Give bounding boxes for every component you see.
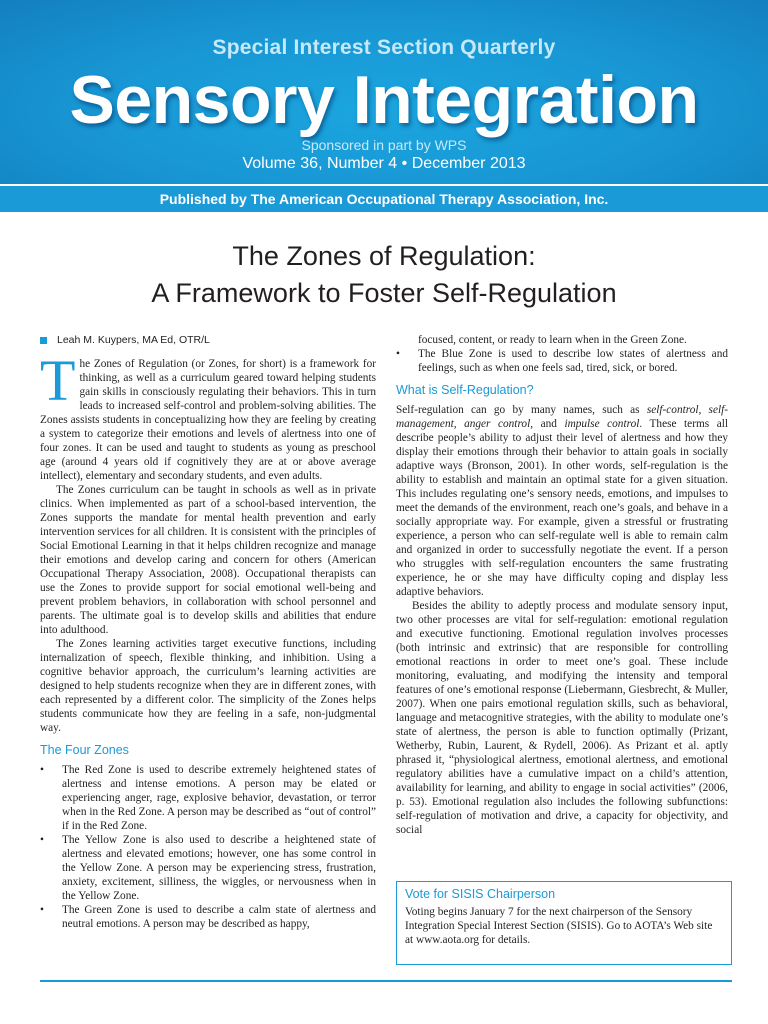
zones-list xyxy=(40,763,376,931)
byline xyxy=(40,333,376,347)
publisher-bar: Published by The American Occupational Therapy Association, Inc. xyxy=(0,184,768,212)
sponsor-line: Sponsored in part by WPS xyxy=(301,137,467,153)
left-column xyxy=(40,333,376,931)
list-item: • The Green Zone is used to describe a calm state of alertness and neutral emotions. A person may be described as happy, xyxy=(40,903,376,931)
section-name: Special Interest Section Quarterly xyxy=(212,36,556,59)
sr-impulse: impulse control xyxy=(564,418,640,430)
sr-text-c: . These terms all describe people’s ability to adjust their level of alertness and how they display their emotions through their behavior to attain goals in socially adaptive ways (Bronson, 2001). In other words, self-regulation is the ability to establish and maintain an optimal state for a given situation. This includes regulating one’s sensory needs, emotions, and impulses to meet the demands of the environment, reach one’s goals, and behave in a socially appropriate way. For example, given a stressful or frustrating experience, a person who can self-regulate well is able to remain calm and organized in order to successfully negotiate the event. If a person who struggles with self-regulation encounters the same frustrating experience, he or she may have difficulty coping and display less adaptive behaviors. xyxy=(396,418,728,598)
vote-title: Vote for SISIS Chairperson xyxy=(405,887,556,901)
four-zones-heading: The Four Zones xyxy=(40,743,129,757)
self-regulation-heading: What is Self-Regulation? xyxy=(396,383,534,397)
sr-terms: self-control, self-management, anger control, xyxy=(396,404,729,430)
publication-title: Sensory Integration xyxy=(69,62,699,138)
zones-list-continued xyxy=(396,347,728,375)
intro-text: he Zones of Regulation (or Zones, for short) is a framework for thinking, as well as a curriculum geared toward helping students gain skills in consciously regulating their behaviors. This in turn leads to increased self-control and problem-solving abilities. The Zones assists students in conceptualizing how they are feeling by creating a system to categorize their emotions and levels of alertness into one of four zones. It can be used and taught to students as young as preschool age (around 4 years old if cognitively they are at or above average intellect), elementary and secondary students, and even adults. xyxy=(40,358,376,482)
vote-sidebar-box xyxy=(396,881,732,965)
green-zone-continued: focused, content, or ready to learn when in the Green Zone. xyxy=(418,334,687,346)
list-item: • The Red Zone is used to describe extremely heightened states of alertness and intense emotions. A person may be elated or experiencing anger, rage, explosive behavior, devastation, or terror when in the Red Zone. A person may be described as “out of control” if in the Red Zone. xyxy=(40,763,376,833)
self-regulation-paragraph-1 xyxy=(396,403,728,599)
masthead-banner xyxy=(0,0,768,184)
self-regulation-paragraph-2: Besides the ability to adeptly process and modulate sensory input, two other processes are vital for self-regulation: emotional regulation and executive functioning. Emotional regulation involves processes (both intrinsic and extrinsic) that are responsible for controlling emotional reactions in order to meet one’s goal. These include monitoring, evaluating, and modifying the intensity and temporal features of one’s emotional response (Liebermann, Giesbrecht, & Muller, 2007). When one pairs emotional regulation skills, such as behavioral, language and metacognitive strategies, with the ability to modulate one’s state of alertness, the person is able to function optimally (Prizant, Wetherby, Rubin, Laurent, & Rydell, 2006). As Prizant et al. aptly phrased it, “physiological alertness, emotional alertness, and emotional regulatory abilities have a cumulative impact on a child’s attention, availability for learning, and ability to engage in social activities” (2006, p. 53). Emotional regulation also includes the following subfunctions: self-regulation of motivation and drive, a capacity for objectivity, and social xyxy=(396,600,728,836)
sr-text-a: Self-regulation can go by many names, such as xyxy=(396,404,647,416)
right-column xyxy=(396,333,728,837)
title-line-1: The Zones of Regulation: xyxy=(232,241,536,271)
list-item: • The Yellow Zone is also used to describe a heightened state of alertness and elevated emotions; however, one has some control in the Yellow Zone. A person may be experiencing stress, frustration, anxiety, excitement, silliness, the wiggles, or nervousness when in the Yellow Zone. xyxy=(40,833,376,903)
author-name: Leah M. Kuypers, MA Ed, OTR/L xyxy=(57,334,210,346)
title-line-2: A Framework to Foster Self-Regulation xyxy=(151,278,617,308)
intro-paragraph xyxy=(40,348,376,483)
volume-line: Volume 36, Number 4 • December 2013 xyxy=(242,155,526,172)
vote-body: Voting begins January 7 for the next chairperson of the Sensory Integration Special Interest Section (SISIS). Go to AOTA’s Web site at www.aota.org for details. xyxy=(405,906,713,946)
list-item: • The Blue Zone is used to describe low states of alertness and feelings, such as when one feels sad, tired, sick, or bored. xyxy=(396,347,728,375)
drop-cap: T xyxy=(40,348,76,413)
byline-square-icon xyxy=(40,337,47,344)
paragraph-3: The Zones learning activities target executive functions, including internalization of speech, flexible thinking, and inhibition. Using a cognitive behavior approach, the curriculum’s learning activities are designed to help students recognize when they are in different zones, with each represented by a different color. The simplicity of the Zones helps students communicate how they are feeling in a safe, non-judgmental way. xyxy=(40,638,376,734)
article-title xyxy=(0,238,768,312)
sr-text-b: and xyxy=(533,418,565,430)
paragraph-2: The Zones curriculum can be taught in schools as well as in private clinics. When implemented as part of a school-based intervention, the Zones supports the mandate for mental health prevention and early intervention services for all children. It is consistent with the principles of Social Emotional Learning in that it helps children recognize and manage their emotions and develop caring and concern for others (American Occupational Therapy Association, 2008). Occupational therapists can use the Zones to provide support for social emotional well-being and prevent problem behaviors, in collaboration with school personnel and parents. The ultimate goal is to develop skills and abilities that endure into adulthood. xyxy=(40,484,376,636)
bottom-divider xyxy=(40,980,732,982)
